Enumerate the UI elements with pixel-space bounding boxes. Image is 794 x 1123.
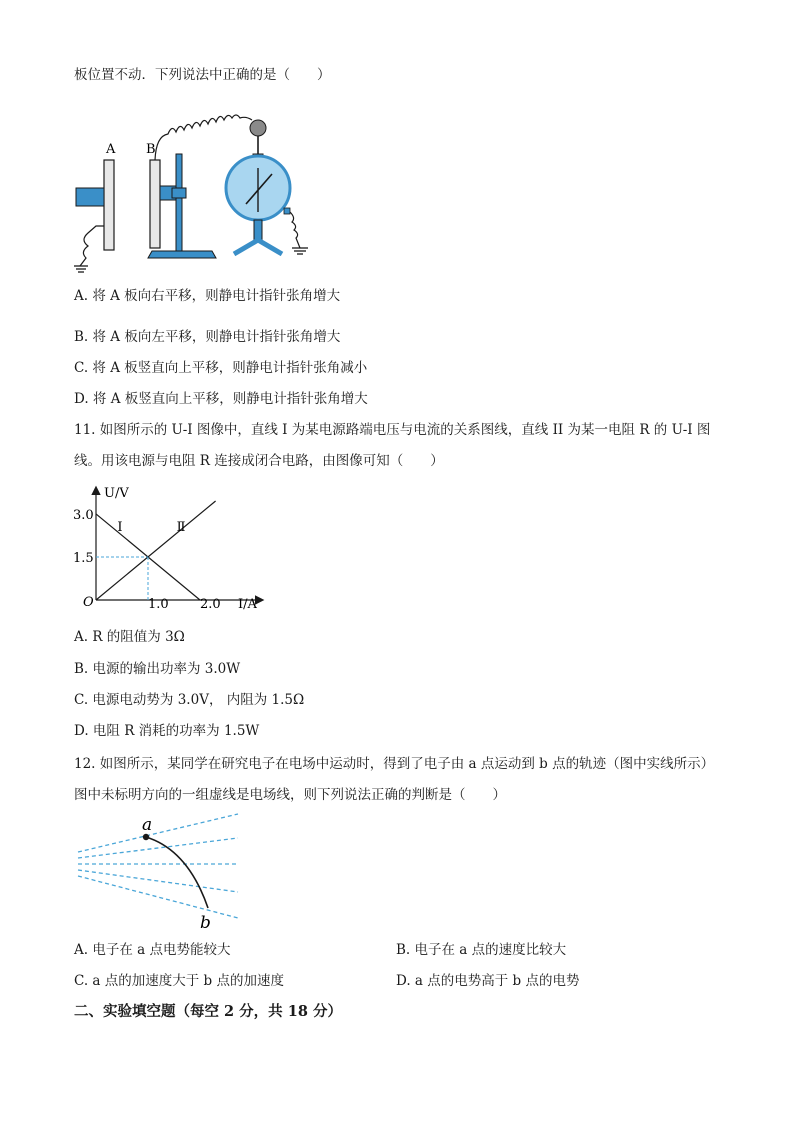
q11-option-a: A. R 的阻值为 3Ω: [74, 629, 185, 645]
q10-option-d: D. 将 A 板竖直向上平移，则静电计指针张角增大: [74, 391, 368, 407]
q11-stem-line2: 线。用该电源与电阻 R 连接成闭合电路，由图像可知（ ）: [74, 453, 444, 469]
series-line-II: [96, 501, 216, 600]
q12-option-d: D. a 点的电势高于 b 点的电势: [396, 973, 580, 989]
electrometer-knob: [250, 120, 266, 136]
q12-stem-line2: 图中未标明方向的一组虚线是电场线，则下列说法正确的判断是（ ）: [74, 787, 506, 803]
y-tick-label: 3.0: [73, 508, 94, 523]
series-label-I: I: [117, 520, 123, 536]
q11-option-d: D. 电阻 R 消耗的功率为 1.5W: [74, 723, 260, 739]
q12-option-a: A. 电子在 a 点电势能较大: [74, 942, 231, 958]
q10-stem: 板位置不动．下列说法中正确的是（ ）: [74, 67, 331, 83]
q10-electrometer-figure: [66, 108, 326, 273]
section-2-title: 二、实验填空题（每空 2 分，共 18 分）: [74, 1003, 342, 1020]
plate-a-handle: [76, 188, 104, 206]
q11-option-b: B. 电源的输出功率为 3.0W: [74, 661, 241, 677]
ground-symbol-right: [292, 248, 308, 254]
q12-field-figure: [70, 812, 245, 934]
plate-b: [150, 160, 160, 248]
q12-option-c: C. a 点的加速度大于 b 点的加速度: [74, 973, 284, 989]
ground-symbol-left: [74, 266, 88, 272]
point-b-label: b: [200, 913, 211, 933]
x-tick-label: 2.0: [200, 597, 221, 612]
plate-a-label: A: [106, 142, 116, 157]
x-tick-label: 1.0: [148, 597, 169, 612]
x-axis-label: I/A: [238, 597, 257, 612]
electrometer-ground-wire: [290, 212, 300, 248]
series-label-II: Ⅱ: [176, 520, 186, 536]
y-tick-label: 1.5: [73, 551, 94, 566]
q10-option-a: A. 将 A 板向右平移，则静电计指针张角增大: [74, 288, 341, 304]
stand-clamp: [172, 188, 186, 198]
q11-ui-chart: [70, 482, 270, 614]
q11-stem-line1: 11. 如图所示的 U-I 图像中，直线 I 为某电源路端电压与电流的关系图线，直线 II 为某一电阻 R 的 U-I 图: [74, 422, 711, 438]
q10-option-b: B. 将 A 板向左平移，则静电计指针张角增大: [74, 329, 341, 345]
q10-option-c: C. 将 A 板竖直向上平移，则静电计指针张角减小: [74, 360, 368, 376]
plate-a: [104, 160, 114, 250]
plate-b-label: B: [146, 142, 156, 157]
electron-trajectory: [146, 837, 208, 908]
origin-label: O: [83, 595, 94, 610]
electric-field-lines: [78, 814, 238, 918]
q11-option-c: C. 电源电动势为 3.0V， 内阻为 1.5Ω: [74, 692, 305, 708]
y-axis-label: U/V: [104, 486, 129, 501]
q12-stem-line1: 12. 如图所示，某同学在研究电子在电场中运动时，得到了电子由 a 点运动到 b 点的轨迹（图中实线所示）: [74, 756, 715, 772]
electrometer-tripod: [234, 240, 282, 254]
stand-rod: [176, 154, 182, 252]
stand-base: [148, 251, 216, 258]
plate-a-ground-wire: [80, 226, 104, 266]
electrometer-terminal: [284, 208, 290, 214]
point-a-label: a: [142, 815, 153, 835]
connecting-wire: [155, 115, 252, 160]
q12-option-b: B. 电子在 a 点的速度比较大: [396, 942, 567, 958]
